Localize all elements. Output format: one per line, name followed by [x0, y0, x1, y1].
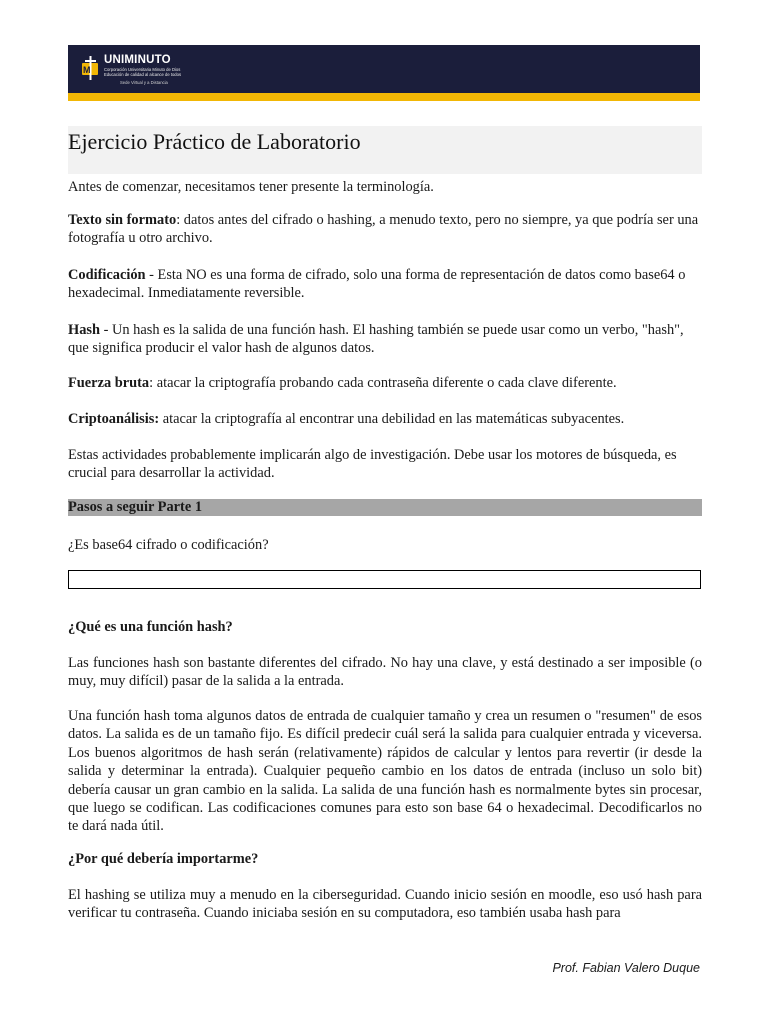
logo-subtitle-3: Sede Virtual y a Distancia: [120, 80, 168, 85]
logo-subtitle-1: Corporación Universitaria Minuto de Dios: [104, 67, 181, 72]
research-note: Estas actividades probablemente implicarán algo de investigación. Debe usar los motores de búsqueda, es crucial para desarrollar la actividad.: [68, 447, 677, 482]
footer-author: Prof. Fabian Valero Duque: [552, 961, 700, 975]
title-band: [68, 126, 702, 174]
answer-box[interactable]: [68, 570, 701, 589]
page-title: Ejercicio Práctico de Laboratorio: [68, 129, 361, 154]
term-label: Fuerza bruta: [68, 375, 150, 391]
paragraph-hash-1: Las funciones hash son bastante diferentes del cifrado. No hay una clave, y está destinado a ser imposible (o muy, muy difícil) pasar de la salida a la entrada.: [68, 655, 702, 690]
header-banner: [68, 45, 700, 93]
section-title: Pasos a seguir Parte 1: [68, 499, 203, 515]
term-separator: :: [149, 375, 154, 391]
term-encoding: [68, 266, 702, 303]
term-label: Criptoanálisis:: [68, 411, 160, 427]
term-definition: Esta NO es una forma de cifrado, solo una forma de representación de datos como base64 o hexadecimal. Inmediatamente reversible.: [68, 267, 686, 302]
logo-mark-icon: [80, 54, 102, 82]
term-brute-force: [68, 374, 702, 392]
term-definition: datos antes del cifrado o hashing, a menudo texto, pero no siempre, ya que podría ser una fotografía u otro archivo.: [68, 212, 699, 247]
term-label: Codificación: [68, 267, 146, 283]
paragraph-hash-2: Una función hash toma algunos datos de entrada de cualquier tamaño y crea un resumen o "resumen" de esos datos. La salida es de un tamaño fijo. Es difícil predecir cuál será la salida para cualquier entrada y viceversa. Los buenos algoritmos de hash serán (relativamente) rápidos de calcular y lentos para revertir (ir desde la salida y determinar la entrada). Cualquier pequeño cambio en los datos de entrada (incluso un solo bit) debería causar un gran cambio en la salida. La salida de una función hash es normalmente bytes sin procesar, que luego se codifican. Las codificaciones comunes para esto son base 64 o hexadecimal. Decodificarlos no te dará nada útil.: [68, 708, 702, 835]
intro-paragraph: Antes de comenzar, necesitamos tener presente la terminología.: [68, 179, 434, 195]
logo-name: UNIMINUTO: [104, 54, 171, 66]
logo-subtitle-2: Educación de calidad al alcance de todos: [104, 72, 182, 77]
term-plaintext: [68, 211, 702, 248]
term-definition: Un hash es la salida de una función hash. El hashing también se puede usar como un verbo, "hash", que significa producir el valor hash de algunos datos.: [68, 322, 684, 357]
header-accent-line: [68, 93, 700, 101]
uniminuto-logo: [80, 52, 210, 86]
term-separator: -: [100, 322, 109, 338]
term-label: Hash: [68, 322, 100, 338]
term-hash: [68, 321, 702, 358]
section-header: [68, 499, 702, 516]
question-base64: ¿Es base64 cifrado o codificación?: [68, 537, 269, 553]
term-definition: atacar la criptografía probando cada contraseña diferente o cada clave diferente.: [153, 375, 617, 391]
svg-text:M: M: [83, 65, 91, 75]
term-separator: :: [176, 212, 181, 228]
term-separator: -: [145, 267, 154, 283]
term-definition: atacar la criptografía al encontrar una debilidad en las matemáticas subyacentes.: [159, 411, 625, 427]
heading-hash-function: ¿Qué es una función hash?: [68, 619, 233, 635]
heading-why-care: ¿Por qué debería importarme?: [68, 851, 259, 867]
term-label: Texto sin formato: [68, 212, 177, 228]
paragraph-why: El hashing se utiliza muy a menudo en la ciberseguridad. Cuando inicio sesión en moodle, eso usó hash para verificar tu contraseña. Cuando iniciaba sesión en su computadora, eso también usaba hash para: [68, 887, 702, 922]
term-cryptanalysis: [68, 410, 702, 428]
